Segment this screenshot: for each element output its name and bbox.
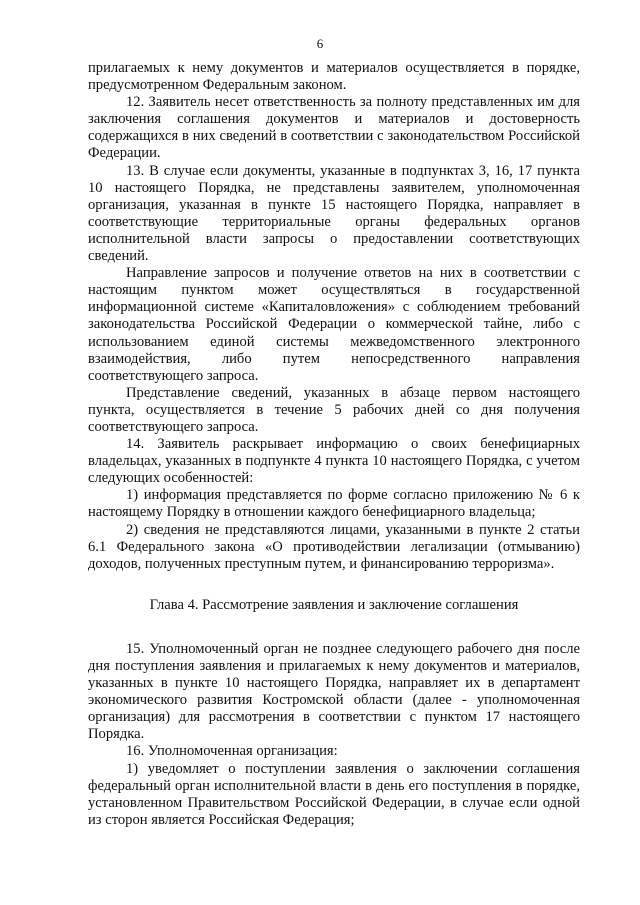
paragraph-12: 12. Заявитель несет ответственность за полноту представленных им для заключения соглашения документов и материалов и достоверность содержащихся в них сведений в соответствии с законодательством Российской Федерации. xyxy=(88,94,580,162)
page-number: 6 xyxy=(316,36,324,51)
paragraph-16: 16. Уполномоченная организация: xyxy=(126,743,338,760)
paragraph-14-item-2: 2) сведения не представляются лицами, указанными в пункте 2 статьи 6.1 Федерального закона «О противодействии легализации (отмыванию) доходов, полученных преступным путем, и финансированию терроризма». xyxy=(88,521,580,572)
paragraph-15: 15. Уполномоченный орган не позднее следующего рабочего дня после дня поступления заявления и прилагаемых к нему документов и материалов, указанных в пункте 10 настоящего Порядка, направляет их в департамент экономического развития Костромской области (далее - уполномоченная организация) для рассмотрения в соответствии с пунктом 17 настоящего Порядка. xyxy=(88,640,580,743)
paragraph-14: 14. Заявитель раскрывает информацию о своих бенефициарных владельцах, указанных в подпункте 4 пункта 10 настоящего Порядка, с учетом следующих особенностей: xyxy=(88,436,580,487)
paragraph-14-item-1: 1) информация представляется по форме согласно приложению № 6 к настоящему Порядку в отношении каждого бенефициарного владельца; xyxy=(88,487,580,521)
paragraph-13-deadline: Представление сведений, указанных в абзаце первом настоящего пункта, осуществляется в течение 5 рабочих дней со дня получения соответствующего запроса. xyxy=(88,384,580,435)
paragraph-16-item-1: 1) уведомляет о поступлении заявления о заключении соглашения федеральный орган исполнительной власти в день его поступления в порядке, установленном Правительством Российской Федерации, в случае если одной из сторон является Российская Федерация; xyxy=(88,760,580,828)
paragraph-continuation: прилагаемых к нему документов и материалов осуществляется в порядке, предусмотренном Федеральным законом. xyxy=(88,60,580,94)
paragraph-13-requests: Направление запросов и получение ответов на них в соответствии с настоящим пунктом может осуществляться в государственной информационной системе «Капиталовложения» с соблюдением требований законодательства Российской Федерации о коммерческой тайне, либо с использованием единой системы межведомственного электронного взаимодействия, либо путем непосредственного направления соответствующего запроса. xyxy=(88,265,580,384)
paragraph-13: 13. В случае если документы, указанные в подпунктах 3, 16, 17 пункта 10 настоящего Порядка, не представлены заявителем, уполномоченная организация, указанная в пункте 15 настоящего Порядка, направляет в соответствующие территориальные органы федеральных органов исполнительной власти запросы о предоставлении соответствующих сведений. xyxy=(88,162,580,265)
document-body xyxy=(88,60,580,829)
chapter-heading: Глава 4. Рассмотрение заявления и заключение соглашения xyxy=(149,596,519,613)
